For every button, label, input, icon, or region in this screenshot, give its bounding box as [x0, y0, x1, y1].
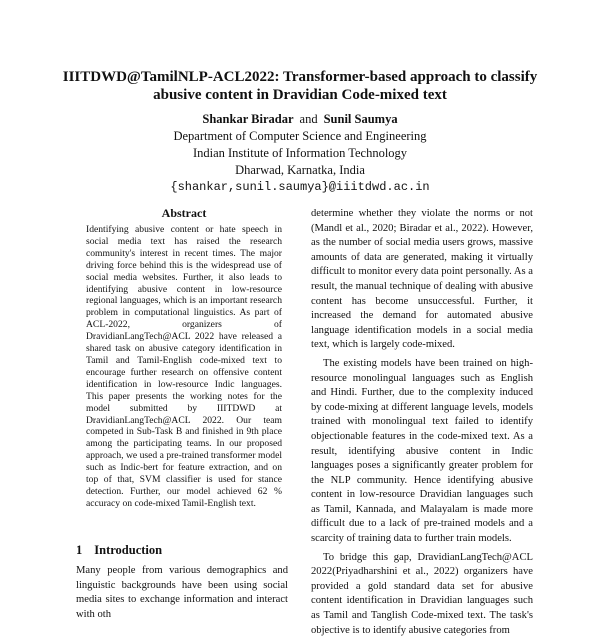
right-paragraph-1: determine whether they violate the norms or not (Mandl et al., 2020; Biradar et al., 2022). However, as the number of social media users grows, massive amounts of data are generated, making it virtually difficult to monitor every data point personally. As a result, the manual technique of dealing with abusive content has become unsuccessful. Further, it increased the demand for automated abusive language identification models in a social media text, which is largely code-mixed.: [311, 208, 533, 351]
author-names: [80, 111, 520, 128]
abstract-text: Identifying abusive content or hate speech in social media text has raised the research community's interest in recent times. The major driving force behind this is the widespread use of social media websites. Further, it also leads to identifying abusive content in low-resource regional languages, which is an important research problem in computational linguistics. As part of ACL-2022, organizers of DravidianLangTech@ACL 2022 have released a shared task on abusive category identification in Tamil and Tamil-English code-mixed text to encourage further research on offensive content identification in low-resource Indic languages. This paper presents the working notes for the model submitted by IIITDWD at DravidianLangTech@ACL 2022. Our team competed in Sub-Task B and finished in 9th place among the participating teams. In our proposed approach, we used a pre-trained transformer model such as Indic-bert for feature extraction, and on top of that, SVM classifier is used for stance detection. Further, our model achieved 62 % accuracy on code-mixed Tamil-English text.: [86, 224, 282, 509]
right-paragraph-3: To bridge this gap, DravidianLangTech@ACL 2022(Priyadharshini et al., 2022) organizers have provided a gold standard data set for abusive content identification in Dravidian languages such as Tamil and Tanglish Code-mixed text. The task's objective is to identify abusive categories from: [311, 551, 533, 636]
title-line-1: IIITDWD@TamilNLP-ACL2022: Transformer-based approach to classify: [62, 69, 538, 85]
author-block: [80, 111, 520, 196]
section-title: Introduction: [94, 543, 163, 557]
institute: Indian Institute of Information Technology: [192, 146, 408, 160]
right-paragraph-2: The existing models have been trained on high-resource monolingual languages such as English and Hindi. Further, due to the complexity induced by code-mixing at different language levels, models trained with monolingual text failed to identify objectionable features in the code-mixed text. As a result, identifying abusive content in Indic languages poses a significantly greater problem for the NLP community. Hence identifying abusive content in low-resource Dravidian languages such as Tamil, Kannada, and Malayalam is made more difficult due to a lack of pre-trained models and a scarcity of training data to further train models.: [311, 357, 533, 545]
title-line-2: abusive content in Dravidian Code-mixed text: [153, 87, 447, 103]
author-2: Sunil Saumya: [323, 112, 398, 126]
right-column: [311, 207, 533, 638]
author-1: Shankar Biradar: [202, 112, 294, 126]
location: Dharwad, Karnatka, India: [235, 163, 365, 177]
email: {shankar,sunil.saumya}@iiitdwd.ac.in: [170, 180, 430, 194]
department: Department of Computer Science and Engineering: [173, 129, 427, 143]
author-conjunction: and: [299, 112, 318, 126]
introduction-text: Many people from various demographics and linguistic backgrounds have been using social media sites to exchange information and interact with oth: [76, 565, 288, 620]
paper-title: [40, 68, 560, 104]
section-heading-introduction: [76, 543, 162, 558]
section-number: 1: [76, 543, 83, 557]
abstract-heading: Abstract: [161, 206, 207, 220]
